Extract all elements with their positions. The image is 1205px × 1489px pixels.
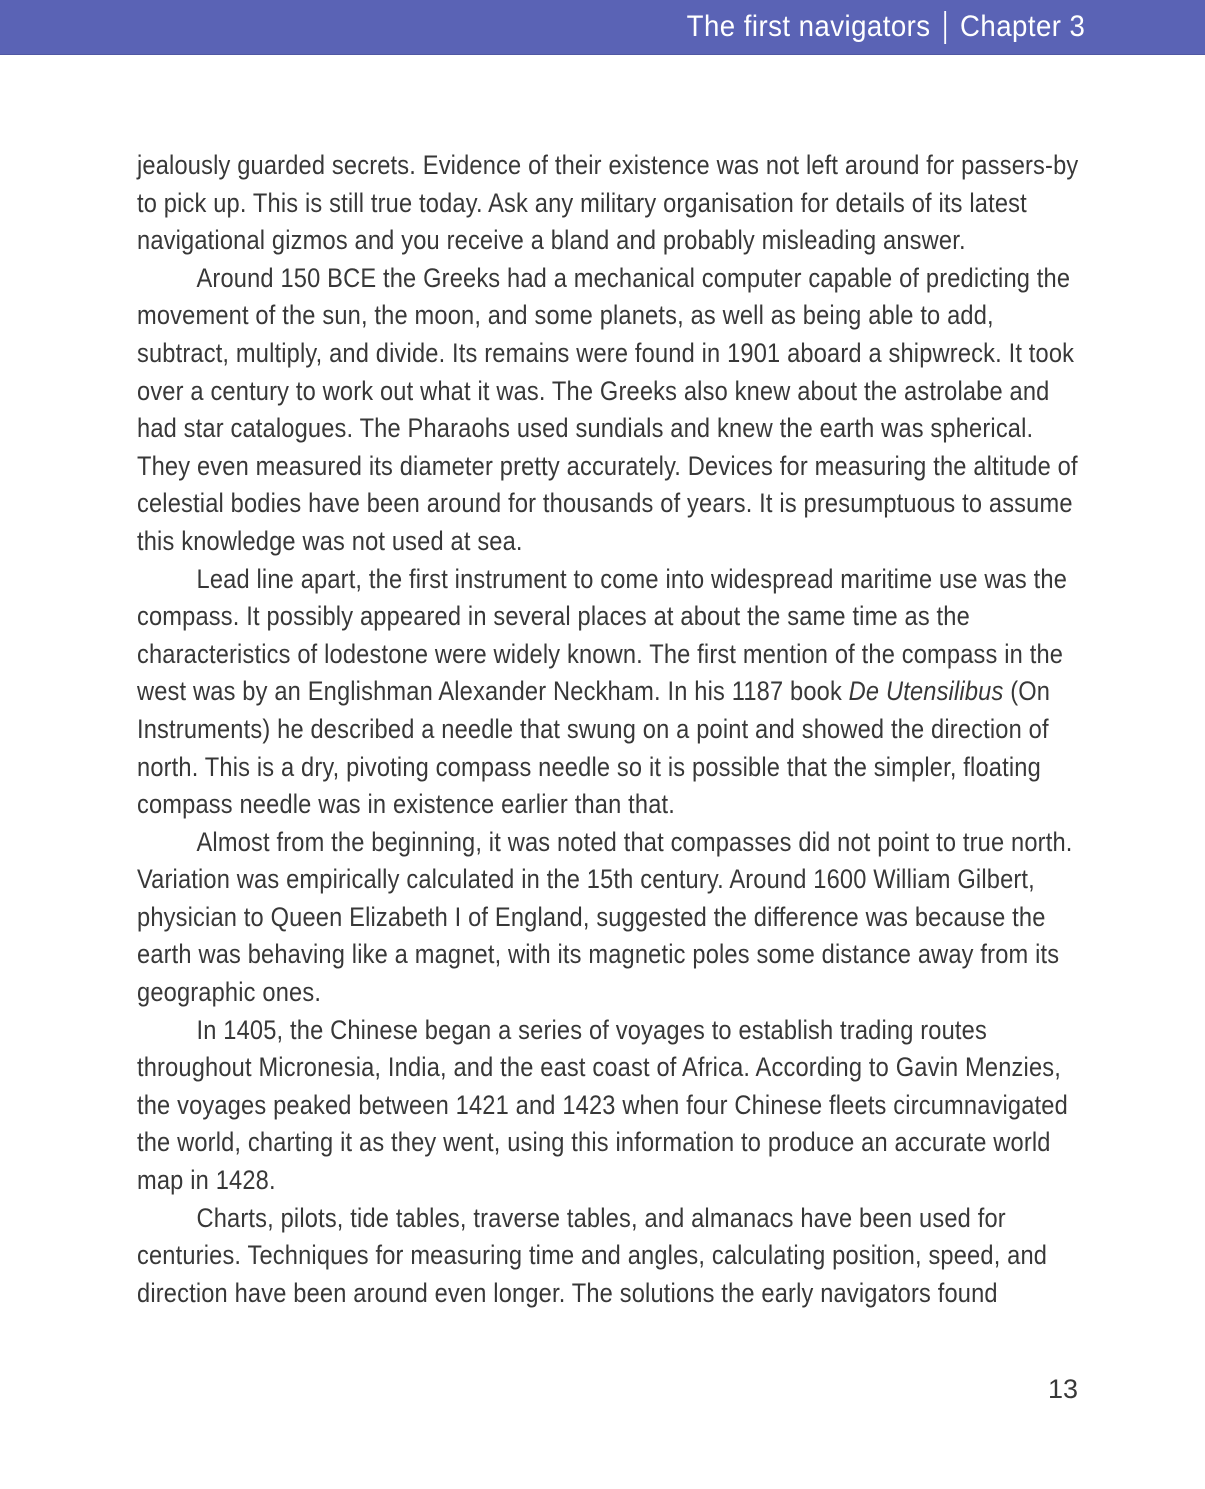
- paragraph: [137, 1012, 1082, 1200]
- header-divider: [944, 11, 946, 44]
- page-number: 13: [1047, 1374, 1078, 1404]
- text-run: (On Instruments) he described a needle that swung on a point and showed the direction of north. This is a dry, pivoting compass needle so it is possible that the simpler, floating compass needle was in existence earlier than that.: [137, 676, 1051, 820]
- paragraph: [137, 147, 1082, 260]
- paragraph: [137, 260, 1082, 561]
- chapter-label: Chapter 3: [959, 10, 1085, 43]
- text-run: Charts, pilots, tide tables, traverse tables, and almanacs have been used for centuries. Techniques for measuring time and angles, calculating position, speed, and direction have been around even longer. The solutions the early navigators found: [137, 1202, 1048, 1308]
- text-run: jealously guarded secrets. Evidence of their existence was not left around for passers-by to pick up. This is still true today. Ask any military organisation for details of its latest navigational gizmos and you receive a bland and probably misleading answer.: [137, 150, 1079, 256]
- italic-text-run: De Utensilibus: [848, 676, 1004, 707]
- chapter-header-text: [686, 10, 1085, 44]
- body-text: [137, 147, 1082, 1312]
- chapter-header: [0, 0, 1205, 55]
- text-run: Lead line apart, the first instrument to come into widespread maritime use was the compass. It possibly appeared in several places at about the same time as the characteristics of lodestone were widely known. The first mention of the compass in the west was by an Englishman Alexander Neckham. In his 1187 book: [137, 563, 1068, 707]
- text-run: Around 150 BCE the Greeks had a mechanical computer capable of predicting the movement of the sun, the moon, and some planets, as well as being able to add, subtract, multiply, and divide. Its remains were found in 1901 aboard a shipwreck. It took over a century to work out what it was. The Greeks also knew about the astrolabe and had star catalogues. The Pharaohs used sundials and knew the earth was spherical. They even measured its diameter pretty accurately. Devices for measuring the altitude of celestial bodies have been around for thousands of years. It is presumptuous to assume this knowledge was not used at sea.: [137, 262, 1078, 556]
- paragraph: [137, 1200, 1082, 1313]
- section-title: The first navigators: [686, 10, 931, 43]
- paragraph: [137, 824, 1082, 1012]
- text-run: Almost from the beginning, it was noted that compasses did not point to true north. Variation was empirically calculated in the 15th century. Around 1600 William Gilbert, physician to Queen Elizabeth I of England, suggested the difference was because the earth was behaving like a magnet, with its magnetic poles some distance away from its geographic ones.: [137, 826, 1073, 1008]
- paragraph: [137, 561, 1082, 824]
- text-run: In 1405, the Chinese began a series of voyages to establish trading routes throughout Micronesia, India, and the east coast of Africa. According to Gavin Menzies, the voyages peaked between 1421 and 1423 when four Chinese fleets circumnavigated the world, charting it as they went, using this information to produce an accurate world map in 1428.: [137, 1014, 1068, 1196]
